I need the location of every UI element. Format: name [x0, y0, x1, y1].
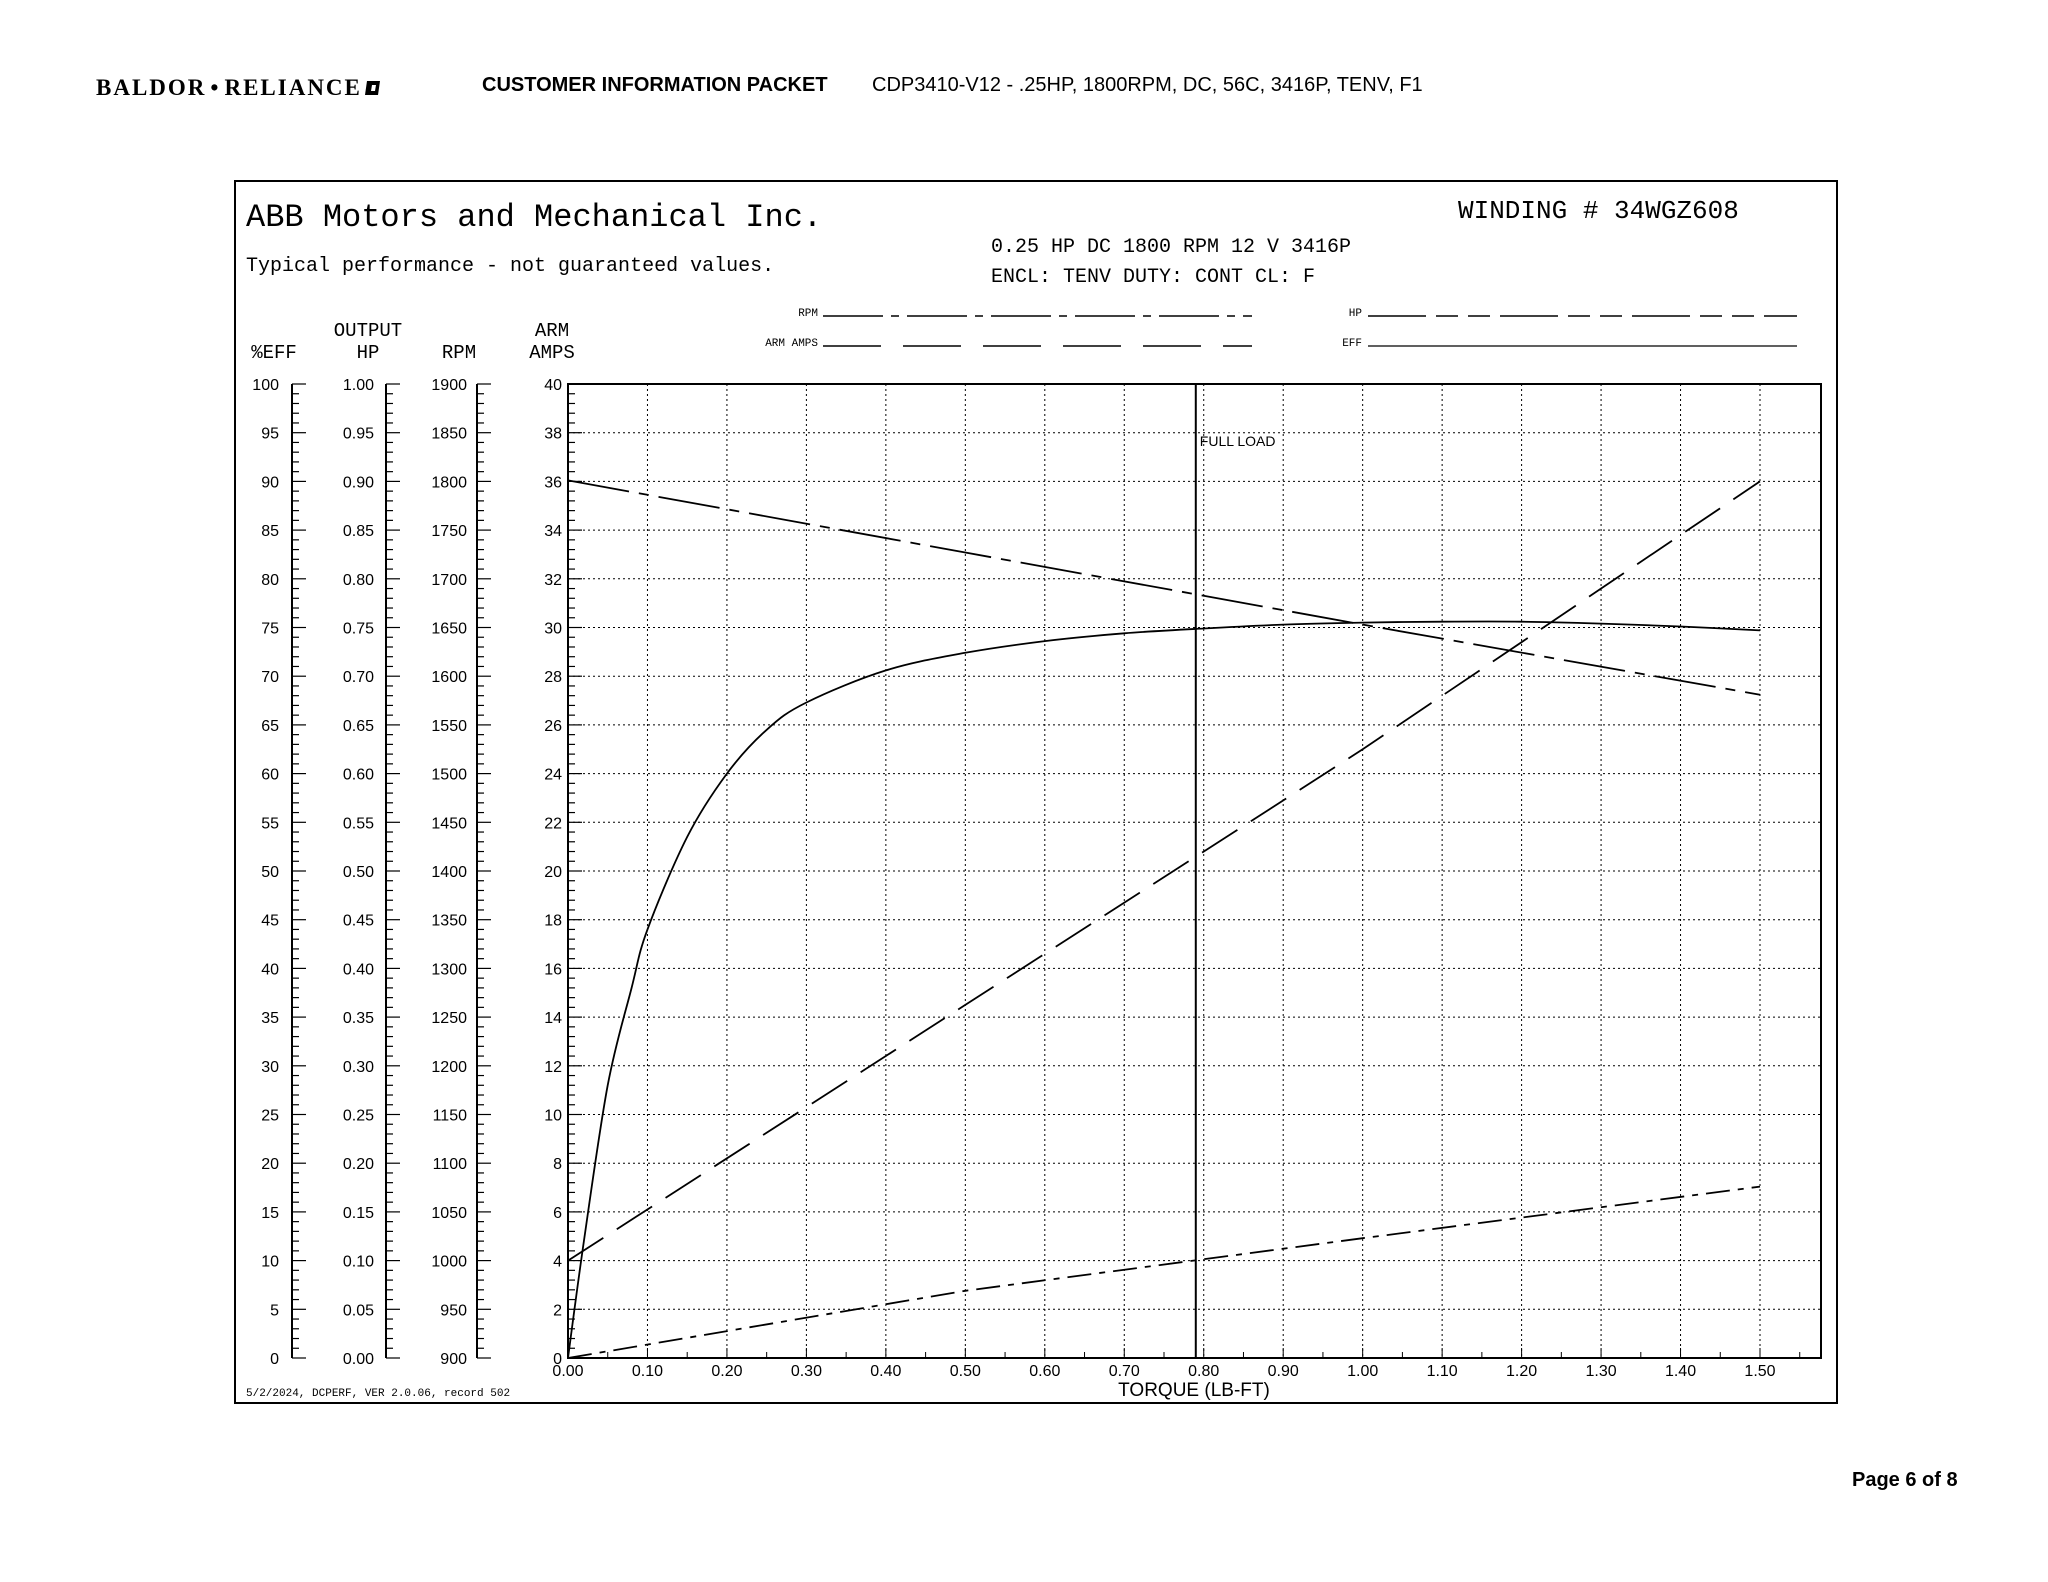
amps-tick-label: 16	[544, 961, 562, 979]
eff-tick-label: 20	[261, 1156, 279, 1174]
hp-tick-label: 0.20	[342, 1156, 374, 1174]
amps-axis-header-top: ARM	[534, 320, 570, 342]
x-tick-label: 0.90	[1267, 1363, 1299, 1380]
rpm-tick-label: 1300	[431, 961, 467, 979]
rpm-tick-label: 950	[440, 1302, 467, 1320]
x-tick-label: 0.30	[790, 1363, 822, 1380]
logo-separator: •	[210, 75, 221, 100]
amps-tick-label: 24	[544, 766, 562, 784]
hp-tick-label: 0.85	[342, 523, 374, 541]
rpm-tick-label: 1900	[431, 377, 467, 394]
amps-tick-label: 32	[544, 571, 562, 589]
x-tick-label: 0.50	[949, 1363, 981, 1380]
hp-axis-header: HP	[356, 342, 380, 364]
x-tick-label: 0.20	[711, 1363, 743, 1380]
rpm-tick-label: 1600	[431, 669, 467, 687]
legend-eff-label: EFF	[1342, 338, 1362, 350]
eff-tick-label: 15	[261, 1204, 279, 1222]
rpm-tick-label: 1850	[431, 425, 467, 443]
eff-tick-label: 85	[261, 523, 279, 541]
amps-tick-label: 22	[544, 815, 562, 833]
amps-tick-label: 0	[553, 1351, 562, 1368]
x-tick-label: 0.10	[631, 1363, 664, 1380]
amps-tick-label: 4	[553, 1253, 562, 1271]
amps-tick-label: 2	[553, 1302, 562, 1320]
rpm-tick-label: 1800	[431, 474, 467, 492]
hp-tick-label: 0.05	[342, 1302, 374, 1320]
eff-tick-label: 100	[252, 377, 279, 394]
x-tick-label: 1.00	[1347, 1363, 1379, 1380]
hp-tick-label: 0.45	[342, 912, 374, 930]
amps-tick-label: 40	[544, 377, 562, 394]
amps-tick-label: 36	[544, 474, 562, 492]
eff-tick-label: 40	[261, 961, 279, 979]
eff-tick-label: 75	[261, 620, 279, 638]
hp-tick-label: 0.70	[342, 669, 374, 687]
full-load-label: FULL LOAD	[1199, 433, 1276, 449]
amps-tick-label: 18	[544, 912, 562, 930]
rpm-tick-label: 1750	[431, 523, 467, 541]
amps-axis-header: AMPS	[529, 342, 575, 364]
hp-tick-label: 0.95	[342, 425, 374, 443]
x-axis-label: TORQUE (LB-FT)	[1118, 1380, 1270, 1401]
rpm-tick-label: 1350	[431, 912, 467, 930]
amps-tick-label: 26	[544, 717, 562, 735]
rpm-tick-label: 1150	[432, 1107, 467, 1125]
hp-tick-label: 0.60	[342, 766, 374, 784]
rpm-tick-label: 1550	[431, 717, 467, 735]
hp-tick-label: 0.25	[342, 1107, 374, 1125]
hp-tick-label: 0.00	[342, 1351, 374, 1368]
hp-tick-label: 1.00	[342, 377, 374, 394]
rpm-tick-label: 900	[440, 1351, 467, 1368]
amps-tick-label: 20	[544, 864, 562, 881]
rpm-tick-label: 1650	[431, 620, 467, 638]
eff-tick-label: 90	[261, 474, 279, 492]
hp-tick-label: 0.80	[342, 571, 374, 589]
hp-tick-label: 0.75	[342, 620, 374, 638]
eff-tick-label: 65	[261, 717, 279, 735]
hp-tick-label: 0.15	[342, 1204, 374, 1222]
x-tick-label: 0.80	[1188, 1363, 1220, 1380]
chart-frame	[235, 181, 1837, 1403]
rpm-tick-label: 1000	[431, 1253, 467, 1271]
rpm-tick-label: 1450	[431, 815, 467, 833]
x-tick-label: 0.00	[552, 1363, 584, 1380]
eff-tick-label: 95	[261, 425, 279, 443]
eff-tick-label: 25	[261, 1107, 279, 1125]
x-tick-label: 0.60	[1029, 1363, 1061, 1380]
amps-tick-label: 8	[553, 1156, 562, 1174]
hp-tick-label: 0.10	[342, 1253, 374, 1271]
rpm-tick-label: 1050	[431, 1204, 467, 1222]
footnote: 5/2/2024, DCPERF, VER 2.0.06, record 502	[246, 1388, 511, 1400]
hp-tick-label: 0.55	[342, 815, 374, 833]
legend-rpm-label: RPM	[798, 308, 818, 320]
x-tick-label: 1.40	[1664, 1363, 1697, 1380]
x-tick-label: 0.40	[870, 1363, 902, 1380]
amps-tick-label: 12	[544, 1058, 562, 1076]
eff-tick-label: 70	[261, 669, 279, 687]
eff-tick-label: 10	[261, 1253, 279, 1271]
rpm-tick-label: 1700	[431, 571, 467, 589]
page-number: Page 6 of 8	[1852, 1469, 1958, 1491]
hp-tick-label: 0.35	[342, 1010, 374, 1028]
winding-number: WINDING # 34WGZ608	[1458, 196, 1739, 226]
x-tick-label: 1.30	[1585, 1363, 1617, 1380]
disclaimer: Typical performance - not guaranteed values.	[246, 255, 775, 278]
eff-tick-label: 50	[261, 864, 279, 881]
x-tick-label: 1.20	[1506, 1363, 1538, 1380]
rpm-axis-header: RPM	[441, 342, 477, 364]
eff-axis-header: %EFF	[251, 342, 297, 364]
eff-tick-label: 35	[261, 1010, 279, 1028]
amps-tick-label: 28	[544, 669, 562, 687]
amps-tick-label: 14	[544, 1010, 562, 1028]
series-eff-line	[568, 621, 1760, 1358]
eff-tick-label: 0	[270, 1351, 279, 1368]
packet-title: CUSTOMER INFORMATION PACKET	[482, 74, 828, 96]
eff-tick-label: 55	[261, 815, 279, 833]
amps-tick-label: 30	[544, 620, 562, 638]
x-tick-label: 1.10	[1426, 1363, 1458, 1380]
model-description: CDP3410-V12 - .25HP, 1800RPM, DC, 56C, 3416P, TENV, F1	[872, 74, 1423, 96]
company-name: ABB Motors and Mechanical Inc.	[246, 199, 823, 236]
series-rpm-line	[568, 480, 1760, 694]
spec-line-2: ENCL: TENV DUTY: CONT CL: F	[991, 266, 1316, 289]
eff-tick-label: 60	[261, 766, 279, 784]
rpm-tick-label: 1100	[432, 1156, 467, 1174]
rpm-tick-label: 1500	[431, 766, 467, 784]
x-tick-label: 0.70	[1108, 1363, 1140, 1380]
x-tick-label: 1.50	[1744, 1363, 1776, 1380]
eff-tick-label: 30	[261, 1058, 279, 1076]
logo-reliance: RELIANCE	[224, 75, 362, 100]
amps-tick-label: 34	[544, 523, 562, 541]
legend-amps-label: ARM AMPS	[765, 338, 818, 350]
legend-hp-label: HP	[1348, 308, 1362, 320]
amps-tick-label: 6	[553, 1204, 562, 1222]
hp-tick-label: 0.90	[342, 474, 374, 492]
hp-tick-label: 0.30	[342, 1058, 374, 1076]
hp-axis-header-top: OUTPUT	[333, 320, 403, 342]
amps-tick-label: 38	[544, 425, 562, 443]
logo-baldor: BALDOR	[96, 75, 207, 100]
spec-line-1: 0.25 HP DC 1800 RPM 12 V 3416P	[991, 236, 1352, 259]
hp-tick-label: 0.50	[342, 864, 374, 881]
hp-tick-label: 0.65	[342, 717, 374, 735]
amps-tick-label: 10	[544, 1107, 562, 1125]
hp-tick-label: 0.40	[342, 961, 374, 979]
rpm-tick-label: 1200	[431, 1058, 467, 1076]
eff-tick-label: 45	[261, 912, 279, 930]
rpm-tick-label: 1250	[431, 1010, 467, 1028]
eff-tick-label: 80	[261, 571, 279, 589]
rpm-tick-label: 1400	[431, 864, 467, 881]
eff-tick-label: 5	[270, 1302, 279, 1320]
